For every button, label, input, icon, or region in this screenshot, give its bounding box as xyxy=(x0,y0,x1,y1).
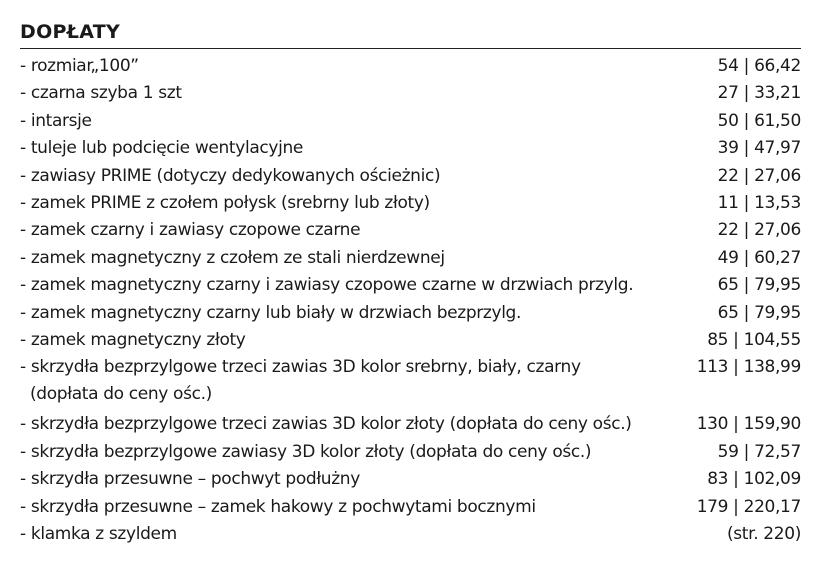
item-price: 50 | 61,50 xyxy=(717,110,801,131)
item-label: - zamek PRIME z czołem połysk (srebrny lub złoty) xyxy=(20,193,430,214)
item-label: - skrzydła bezprzylgowe trzeci zawias 3D kolor srebrny, biały, czarny xyxy=(20,357,581,378)
list-item xyxy=(20,327,801,354)
list-item xyxy=(20,190,801,217)
list-item xyxy=(20,494,801,521)
item-label: - zamek magnetyczny czarny lub biały w drzwiach bezprzylg. xyxy=(20,302,522,323)
item-price: 39 | 47,97 xyxy=(717,138,801,159)
item-label: - zamek magnetyczny czarny i zawiasy czopowe czarne w drzwiach przylg. xyxy=(20,275,634,296)
item-label-continuation: (dopłata do ceny ośc.) xyxy=(30,384,212,405)
item-price: 22 | 27,06 xyxy=(717,220,801,241)
item-label: - zamek magnetyczny z czołem ze stali nierdzewnej xyxy=(20,247,445,268)
item-price: (str. 220) xyxy=(727,524,801,545)
section-title: DOPŁATY xyxy=(20,21,121,43)
item-price: 54 | 66,42 xyxy=(717,56,801,76)
surcharges-section xyxy=(20,20,801,549)
list-item xyxy=(20,272,801,299)
item-label: - skrzydła przesuwne – pochwyt podłużny xyxy=(20,469,360,490)
list-item xyxy=(20,521,801,548)
item-price: 11 | 13,53 xyxy=(717,193,801,214)
item-price: 49 | 60,27 xyxy=(717,247,801,268)
list-item xyxy=(20,80,801,107)
item-price: 65 | 79,95 xyxy=(717,302,801,323)
item-price: 130 | 159,90 xyxy=(696,414,801,435)
list-item xyxy=(20,411,801,438)
item-label: - czarna szyba 1 szt xyxy=(20,83,182,104)
item-label-wrapped xyxy=(20,354,595,408)
item-price: 59 | 72,57 xyxy=(717,441,801,462)
list-item xyxy=(20,108,801,135)
item-label: - rozmiar„100” xyxy=(20,56,139,76)
item-price: 65 | 79,95 xyxy=(717,275,801,296)
list-item xyxy=(20,217,801,244)
list-item xyxy=(20,354,801,411)
list-item xyxy=(20,163,801,190)
item-price: 85 | 104,55 xyxy=(707,330,801,351)
list-item xyxy=(20,53,801,80)
title-divider xyxy=(20,48,801,49)
item-label: - intarsje xyxy=(20,110,92,131)
item-price: 179 | 220,17 xyxy=(696,496,801,517)
item-label: - klamka z szyldem xyxy=(20,524,177,545)
item-label: - skrzydła bezprzylgowe trzeci zawias 3D kolor złoty (dopłata do ceny ośc.) xyxy=(20,414,632,435)
list-item xyxy=(20,245,801,272)
item-label: - tuleje lub podcięcie wentylacyjne xyxy=(20,138,304,159)
item-price: 22 | 27,06 xyxy=(717,165,801,186)
list-item xyxy=(20,300,801,327)
item-label: - skrzydła przesuwne – zamek hakowy z pochwytami bocznymi xyxy=(20,496,536,517)
item-label: - zamek magnetyczny złoty xyxy=(20,330,246,351)
list-item xyxy=(20,439,801,466)
item-label: - zawiasy PRIME (dotyczy dedykowanych ościeżnic) xyxy=(20,165,441,186)
list-item xyxy=(20,466,801,493)
item-price: 27 | 33,21 xyxy=(717,83,801,104)
item-price: 83 | 102,09 xyxy=(707,469,801,490)
list-item xyxy=(20,135,801,162)
item-price: 113 | 138,99 xyxy=(696,357,801,378)
item-label: - zamek czarny i zawiasy czopowe czarne xyxy=(20,220,361,241)
item-label: - skrzydła bezprzylgowe zawiasy 3D kolor złoty (dopłata do ceny ośc.) xyxy=(20,441,592,462)
surcharge-list xyxy=(20,53,801,549)
